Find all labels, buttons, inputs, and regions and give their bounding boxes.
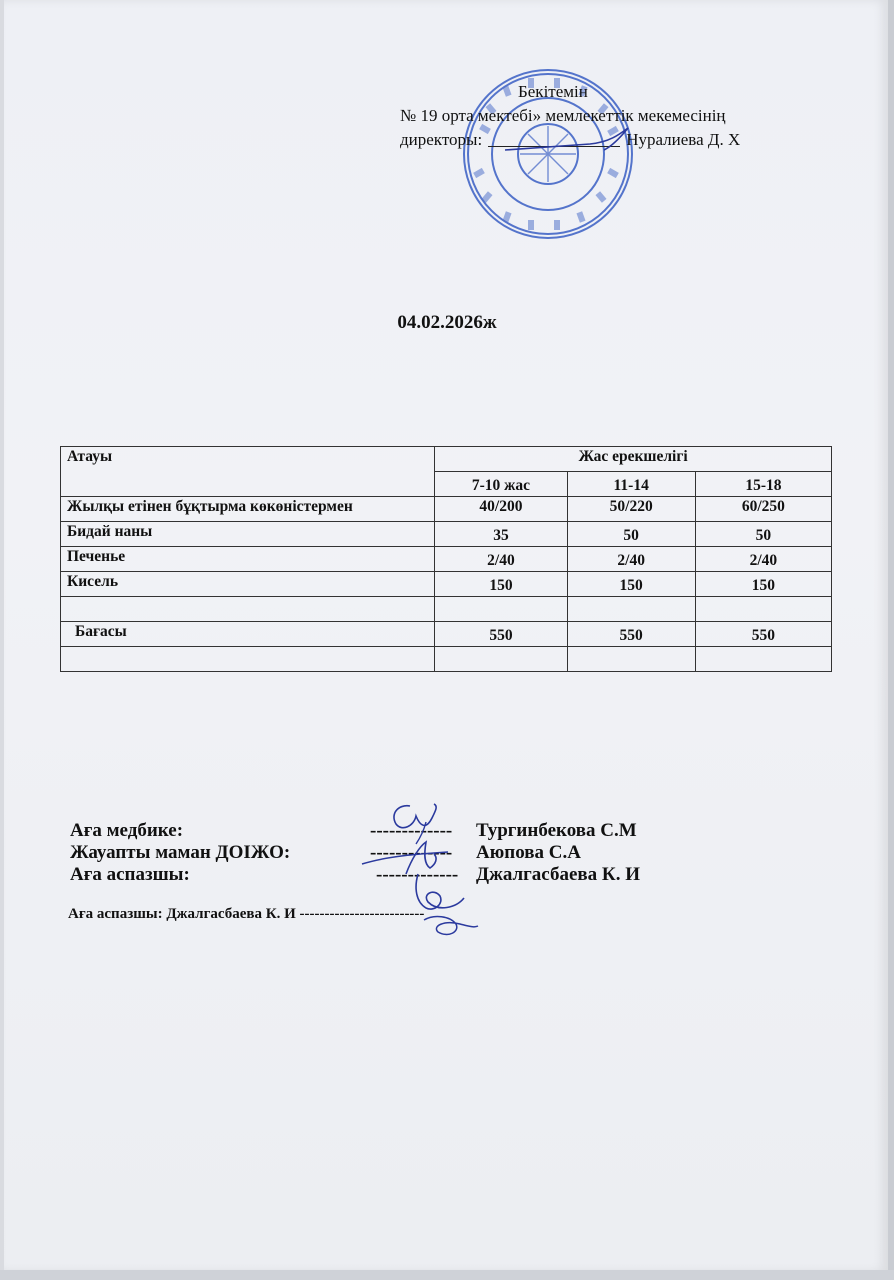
header-group-cell	[435, 447, 832, 472]
age-group-cell: 7-10 жас	[435, 472, 567, 497]
value-cell: 50	[695, 522, 831, 547]
dish-name-cell: Жылқы етінен бұқтырма көкөністермен	[61, 497, 435, 522]
approval-org: № 19 орта мектебі» мемлекеттік мекемесінің	[400, 106, 726, 125]
director-name: Нуралиева Д. Х	[626, 130, 741, 149]
header-name-cell	[61, 447, 435, 497]
price-cell: 550	[567, 622, 695, 647]
empty-cell	[61, 647, 435, 672]
table-empty-row	[61, 647, 832, 672]
age-group-cell: 11-14	[567, 472, 695, 497]
dish-name-cell: Печенье	[61, 547, 435, 572]
value-cell: 2/40	[695, 547, 831, 572]
price-cell: 550	[695, 622, 831, 647]
signer-dashes: -------------	[370, 820, 453, 841]
empty-cell	[695, 647, 831, 672]
empty-cell	[567, 647, 695, 672]
extra-signer-line: Аға аспазшы: Джалгасбаева К. И -------------------------	[68, 906, 425, 922]
signer-dashes: -------------	[370, 842, 453, 863]
value-cell: 150	[695, 572, 831, 597]
table-row	[61, 547, 832, 572]
table-row	[61, 497, 832, 522]
value-cell: 150	[567, 572, 695, 597]
value-cell: 50	[567, 522, 695, 547]
value-cell: 40/200	[435, 497, 567, 522]
price-label-cell: Бағасы	[61, 622, 435, 647]
page-edge-bottom	[0, 1270, 894, 1280]
signer-role: Жауапты маман ДОІЖО:	[70, 842, 291, 863]
value-cell: 50/220	[567, 497, 695, 522]
empty-cell	[435, 597, 567, 622]
signer-dashes: -------------	[376, 864, 459, 885]
signer-name: Тургинбекова С.М	[476, 820, 637, 841]
empty-cell	[695, 597, 831, 622]
menu-table	[60, 446, 832, 672]
empty-cell	[61, 597, 435, 622]
table-row	[61, 522, 832, 547]
table-row	[61, 572, 832, 597]
director-signature-icon	[500, 120, 650, 160]
value-cell: 35	[435, 522, 567, 547]
value-cell: 60/250	[695, 497, 831, 522]
signer-name: Джалгасбаева К. И	[476, 864, 640, 885]
empty-cell	[435, 647, 567, 672]
empty-cell	[567, 597, 695, 622]
header-name: Атауы	[67, 448, 113, 465]
signer-name: Аюпова С.А	[476, 842, 581, 863]
table-empty-row	[61, 597, 832, 622]
value-cell: 150	[435, 572, 567, 597]
value-cell: 2/40	[435, 547, 567, 572]
table-header-row	[61, 447, 832, 472]
dish-name-cell: Кисель	[61, 572, 435, 597]
price-cell: 550	[435, 622, 567, 647]
page-edge-right	[888, 0, 894, 1280]
age-group-cell: 15-18	[695, 472, 831, 497]
director-label: директоры:	[400, 130, 483, 149]
signer-role: Аға аспазшы:	[70, 864, 190, 885]
header-group: Жас ерекшелігі	[578, 448, 688, 465]
approval-title: Бекітемін	[518, 82, 588, 101]
dish-name-cell: Бидай наны	[61, 522, 435, 547]
value-cell: 2/40	[567, 547, 695, 572]
cook-signature-icon	[404, 868, 484, 940]
table-price-row	[61, 622, 832, 647]
signer-role: Аға медбике:	[70, 820, 184, 841]
document-date: 04.02.2026ж	[397, 312, 497, 333]
